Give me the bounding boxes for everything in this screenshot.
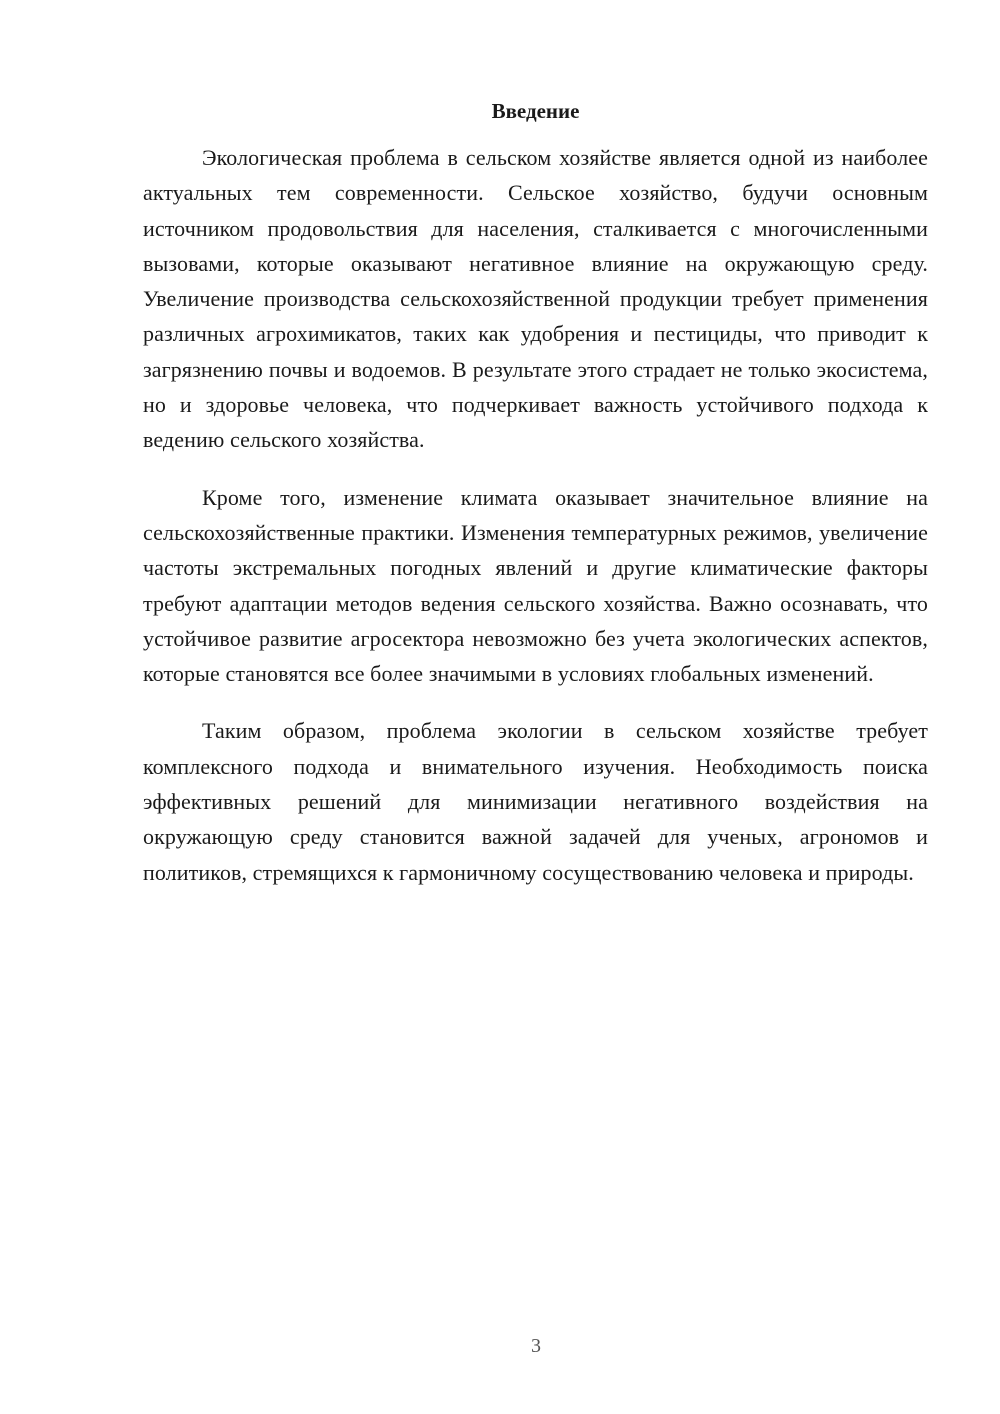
paragraph-3: Таким образом, проблема экологии в сельском хозяйстве требует комплексного подхода и внимательного изучения. Необходимость поиска эффективных решений для минимизации негативного воздействия на окружающую среду становится важной задачей для ученых, агрономов и политиков, стремящихся к гармоничному сосуществованию человека и природы. [143, 718, 928, 885]
page-number: 3 [531, 1335, 541, 1357]
section-title: Введение [491, 99, 580, 123]
page-content [143, 96, 928, 912]
paragraph-2: Кроме того, изменение климата оказывает значительное влияние на сельскохозяйственные практики. Изменения температурных режимов, увеличение частоты экстремальных погодных явлений и другие климатические факторы требуют адаптации методов ведения сельского хозяйства. Важно осознавать, что устойчивое развитие агросектора невозможно без учета экологических аспектов, которые становятся все более значимыми в условиях глобальных изменений. [143, 484, 928, 687]
paragraph-1: Экологическая проблема в сельском хозяйстве является одной из наиболее актуальных тем современности. Сельское хозяйство, будучи основным источником продовольствия для населения, сталкивается с многочисленными вызовами, которые оказывают негативное влияние на окружающую среду. Увеличение производства сельскохозяйственной продукции требует применения различных агрохимикатов, таких как удобрения и пестициды, что приводит к загрязнению почвы и водоемов. В результате этого страдает не только экосистема, но и здоровье человека, что подчеркивает важность устойчивого подхода к ведению сельского хозяйства. [143, 145, 928, 453]
